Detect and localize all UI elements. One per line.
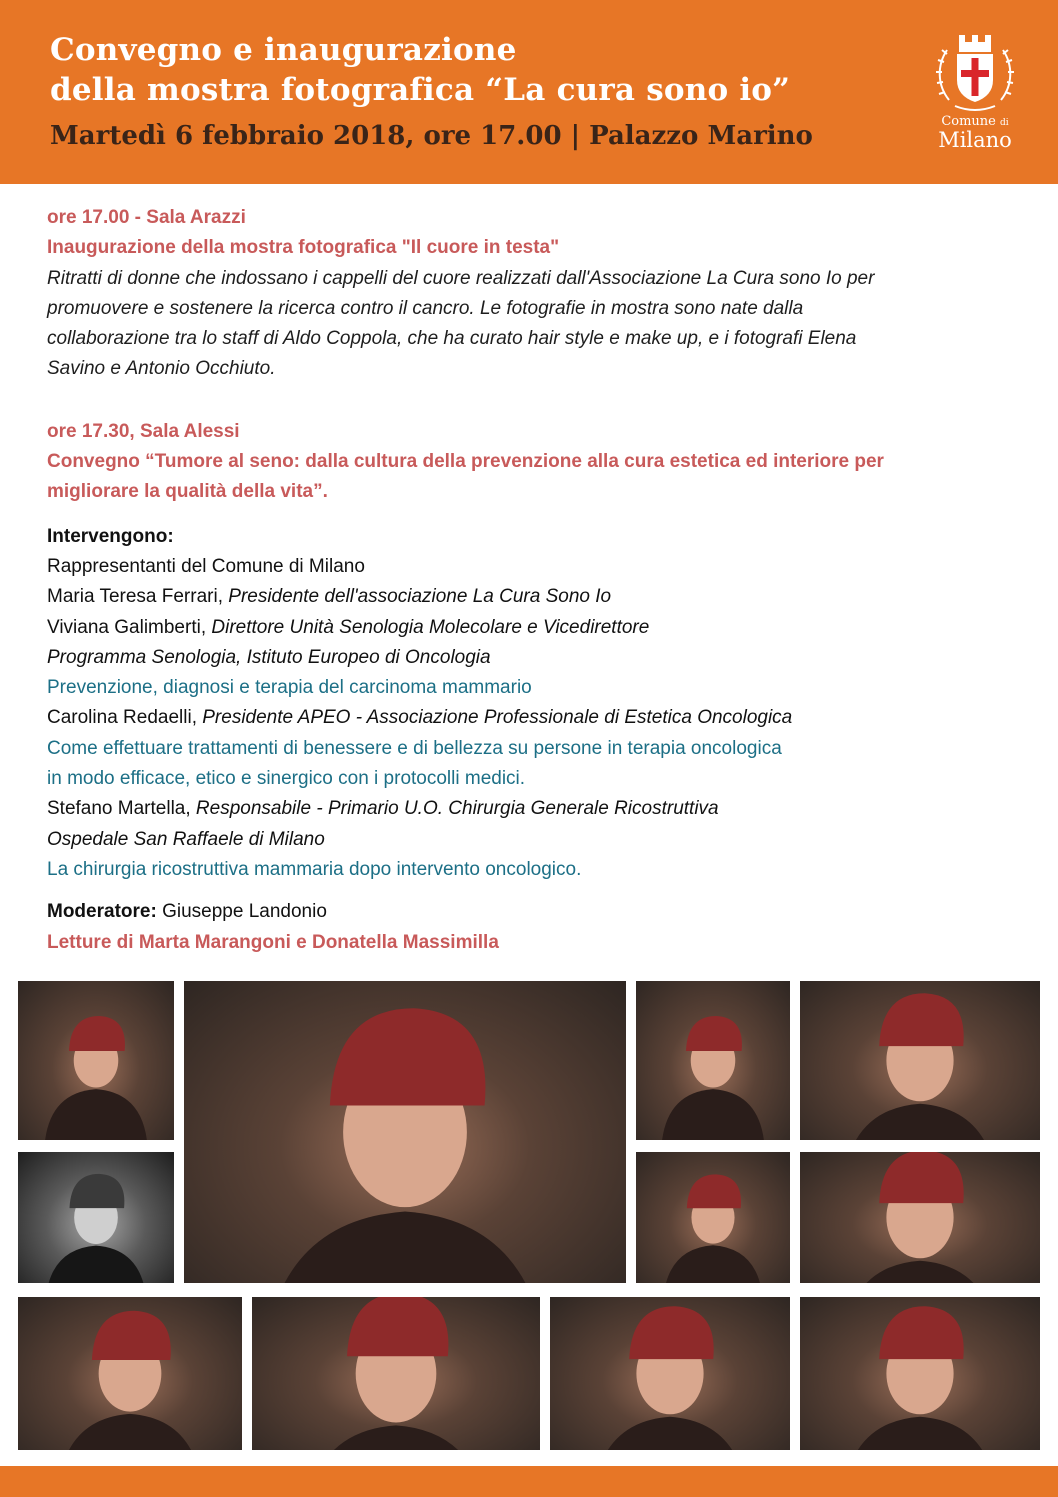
portrait-photo — [800, 1297, 1040, 1450]
session1-desc-line: Savino e Antonio Occhiuto. — [47, 358, 276, 380]
speaker-redaelli-topic: Come effettuare trattamenti di benessere e di bellezza su persone in terapia oncologica — [47, 737, 782, 759]
speaker-galimberti-topic: Prevenzione, diagnosi e terapia del carcinoma mammario — [47, 677, 532, 699]
comune-milano-logo — [930, 30, 1020, 158]
speaker-rappresentanti: Rappresentanti del Comune di Milano — [47, 555, 365, 577]
session1-desc-line: Ritratti di donne che indossano i cappelli del cuore realizzati dall'Associazione La Cura sono Io per — [47, 267, 875, 289]
event-title-line1: Convegno e inaugurazione — [50, 32, 517, 68]
session1-title: Inaugurazione della mostra fotografica "Il cuore in testa" — [47, 237, 560, 259]
portrait-silhouette-icon — [18, 981, 174, 1140]
speaker-martella: Stefano Martella, Responsabile - Primario U.O. Chirurgia Generale Ricostruttiva — [47, 798, 719, 820]
portrait-photo — [636, 1152, 790, 1283]
portrait-photo — [18, 1152, 174, 1283]
session2-title-line: Convegno “Tumore al seno: dalla cultura della prevenzione alla cura estetica ed interiore per — [47, 451, 884, 473]
portrait-photo-main — [184, 981, 626, 1283]
portrait-silhouette-icon — [184, 981, 626, 1283]
portrait-silhouette-icon — [18, 1152, 174, 1283]
speaker-galimberti: Viviana Galimberti, Direttore Unità Senologia Molecolare e Vicedirettore — [47, 616, 650, 638]
speaker-galimberti-role: Programma Senologia, Istituto Europeo di Oncologia — [47, 646, 491, 668]
portrait-photo — [18, 1297, 242, 1450]
portrait-silhouette-icon — [636, 981, 790, 1140]
session2-title-line: migliorare la qualità della vita”. — [47, 481, 328, 503]
session2-time: ore 17.30, Sala Alessi — [47, 420, 240, 442]
speakers-label: Intervengono: — [47, 525, 174, 547]
footer-bar — [0, 1466, 1058, 1497]
portrait-photo — [636, 981, 790, 1140]
session1-desc-line: collaborazione tra lo staff di Aldo Coppola, che ha curato hair style e make up, e i fotografi Elena — [47, 328, 857, 350]
speaker-martella-role: Ospedale San Raffaele di Milano — [47, 828, 325, 850]
portrait-photo — [252, 1297, 540, 1450]
session1-time: ore 17.00 - Sala Arazzi — [47, 207, 246, 228]
program-content — [47, 203, 1017, 958]
readings: Letture di Marta Marangoni e Donatella Massimilla — [47, 931, 499, 953]
portrait-photo — [800, 1152, 1040, 1283]
speaker-redaelli: Carolina Redaelli, Presidente APEO - Associazione Professionale di Estetica Oncologica — [47, 707, 793, 729]
portrait-silhouette-icon — [800, 1152, 1040, 1283]
header-banner — [0, 0, 1058, 184]
session1-desc-line: promuovere e sostenere la ricerca contro il cancro. Le fotografie in mostra sono nate dalla — [47, 297, 804, 319]
event-date-place: Martedì 6 febbraio 2018, ore 17.00 | Palazzo Marino — [50, 121, 813, 151]
event-title-line2: della mostra fotografica “La cura sono io” — [50, 72, 791, 108]
logo-text-milano: Milano — [938, 128, 1012, 152]
speaker-martella-topic: La chirurgia ricostruttiva mammaria dopo intervento oncologico. — [47, 858, 582, 880]
portrait-photo — [800, 981, 1040, 1140]
portrait-silhouette-icon — [800, 981, 1040, 1140]
speaker-redaelli-topic: in modo efficace, etico e sinergico con i protocolli medici. — [47, 768, 526, 790]
moderator: Moderatore: Giuseppe Landonio — [47, 901, 327, 923]
portrait-silhouette-icon — [800, 1297, 1040, 1450]
coat-of-arms-icon — [935, 30, 1015, 112]
speaker-ferrari: Maria Teresa Ferrari, Presidente dell'associazione La Cura Sono Io — [47, 586, 612, 608]
portrait-silhouette-icon — [636, 1152, 790, 1283]
portrait-silhouette-icon — [18, 1297, 242, 1450]
portrait-photo — [18, 981, 174, 1140]
portrait-silhouette-icon — [252, 1297, 540, 1450]
portrait-silhouette-icon — [550, 1297, 790, 1450]
logo-text-comune: Comune di — [941, 114, 1009, 129]
portrait-photo — [550, 1297, 790, 1450]
